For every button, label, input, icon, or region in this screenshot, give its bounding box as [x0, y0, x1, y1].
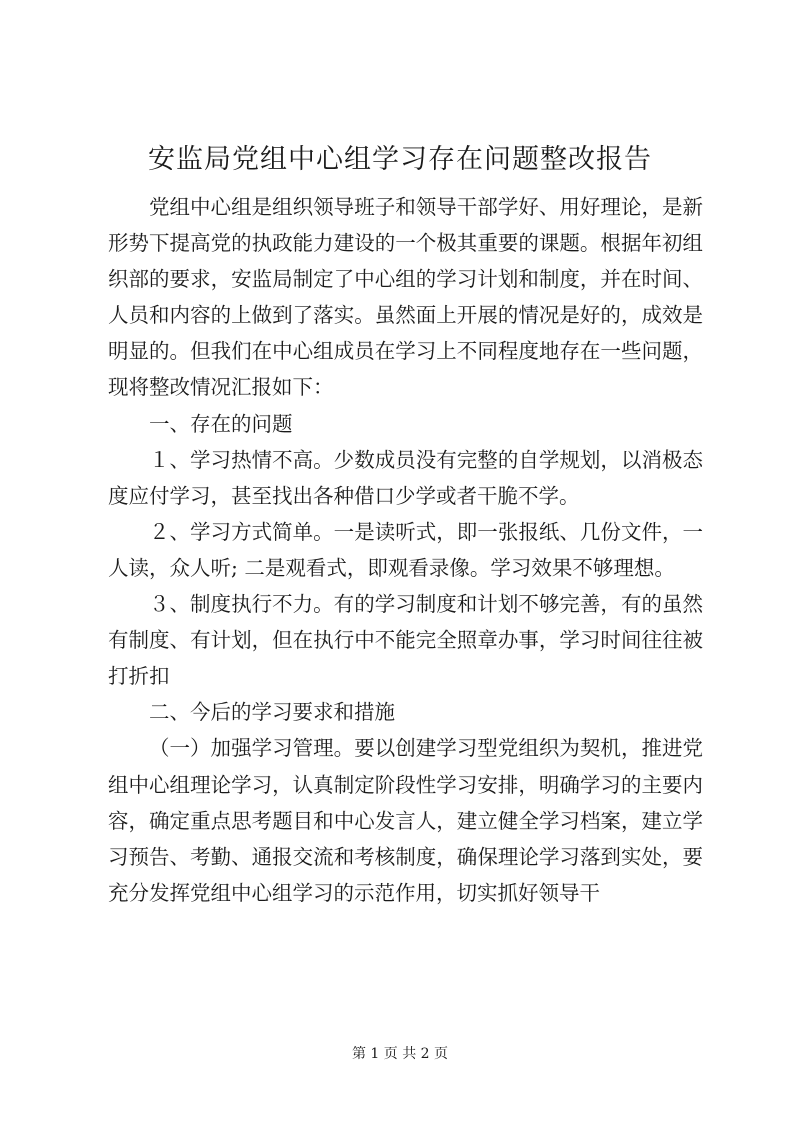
- paragraph-measure-1: （一）加强学习管理。要以创建学习型党组织为契机，推进党组中心组理论学习，认真制定阶段性学习安排，明确学习的主要内容，确定重点思考题目和中心发言人，建立健全学习档案，建立学习预告、考勤、通报交流和考核制度，确保理论学习落到实处，要充分发挥党组中心组学习的示范作用，切实抓好领导干: [108, 736, 703, 905]
- paragraph-problem-3: ３、制度执行不力。有的学习制度和计划不够完善，有的虽然有制度、有计划，但在执行中不能完全照章办事，学习时间往往被打折扣: [108, 592, 703, 689]
- paragraph-problem-2: ２、学习方式简单。一是读听式，即一张报纸、几份文件，一人读，众人听; 二是观看式，即观看录像。学习效果不够理想。: [108, 519, 703, 580]
- paragraph-intro: 党组中心组是组织领导班子和领导干部学好、用好理论，是新形势下提高党的执政能力建设的一个极其重要的课题。根据年初组织部的要求，安监局制定了中心组的学习计划和制度，并在时间、人员和内容的上做到了落实。虽然面上开展的情况是好的，成效是明显的。但我们在中心组成员在学习上不同程度地存在一些问题，现将整改情况汇报如下：: [108, 195, 703, 400]
- paragraph-problem-1: １、学习热情不高。少数成员没有完整的自学规划，以消极态度应付学习，甚至找出各种借口少学或者干脆不学。: [108, 447, 703, 508]
- section-heading-problems: 一、存在的问题: [149, 411, 293, 436]
- page-footer: 第 1 页 共 2 页: [351, 1046, 449, 1062]
- document-body: [108, 189, 703, 911]
- section-heading-measures: 二、今后的学习要求和措施: [149, 700, 395, 725]
- document-title: 安监局党组中心组学习存在问题整改报告: [148, 144, 652, 175]
